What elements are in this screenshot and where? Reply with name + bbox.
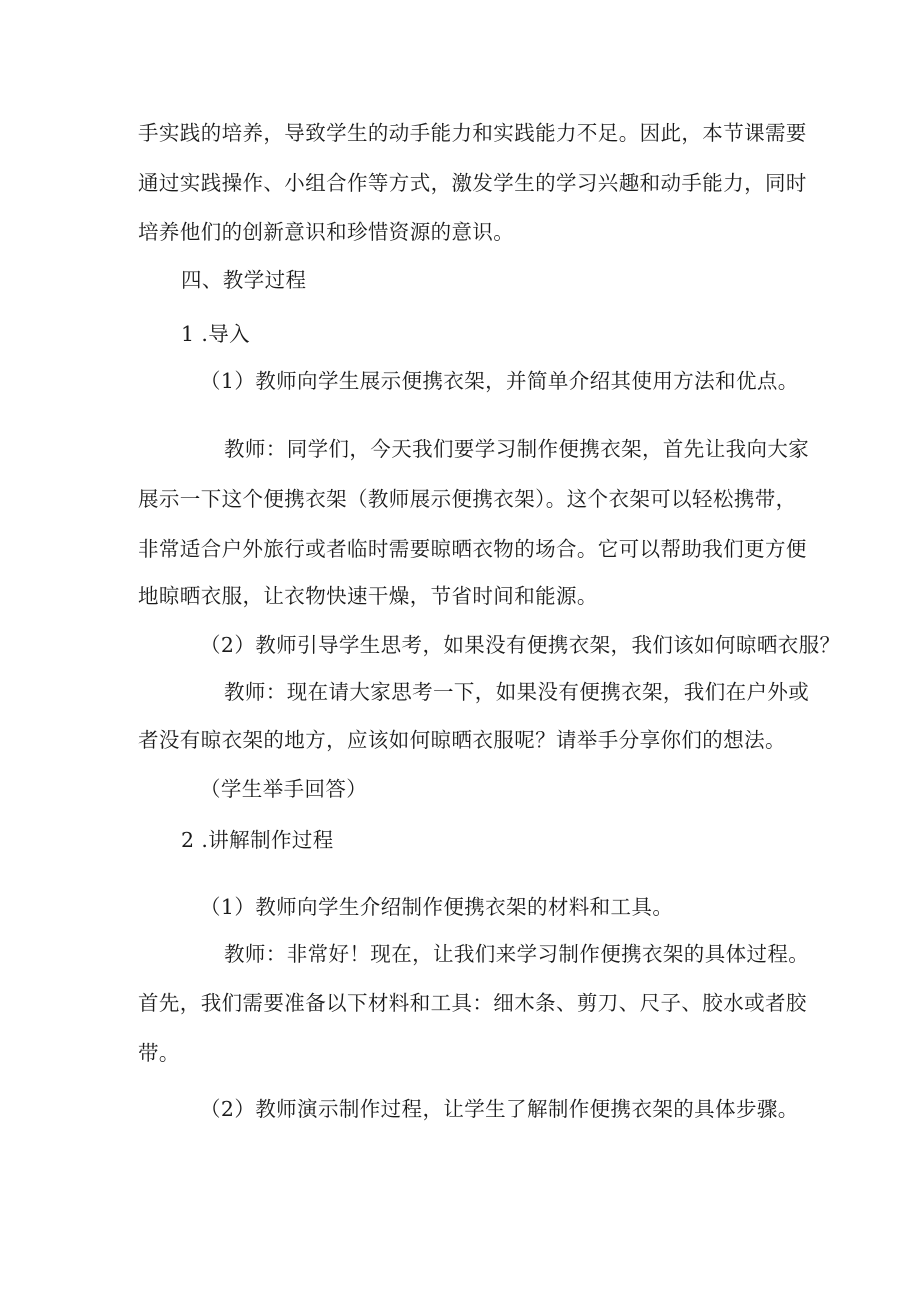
paragraph-line: 教师：现在请大家思考一下，如果没有便携衣架，我们在户外或 (224, 680, 810, 704)
paragraph-line: 培养他们的创新意识和珍惜资源的意识。 (138, 220, 515, 244)
paragraph-line: 者没有晾衣架的地方，应该如何晾晒衣服呢？请举手分享你们的想法。 (138, 728, 786, 752)
paragraph-line: 非常适合户外旅行或者临时需要晾晒衣物的场合。它可以帮助我们更方便 (138, 537, 807, 561)
step-item: （1）教师向学生展示便携衣架，并简单介绍其使用方法和优点。 (200, 369, 799, 393)
step-item: （2）教师引导学生思考，如果没有便携衣架，我们该如何晾晒衣服？ (200, 633, 841, 657)
section-heading: 四、教学过程 (181, 268, 307, 292)
paragraph-line: 展示一下这个便携衣架（教师展示便携衣架）。这个衣架可以轻松携带， (138, 487, 797, 511)
subsection-heading: 1 .导入 (181, 322, 251, 346)
paragraph-line: 教师：非常好！现在，让我们来学习制作便携衣架的具体过程。 (224, 942, 810, 966)
paragraph-line: 首先，我们需要准备以下材料和工具：细木条、剪刀、尺子、胶水或者胶 (138, 991, 807, 1015)
paragraph-line: （学生举手回答） (200, 777, 368, 801)
paragraph-line: 手实践的培养，导致学生的动手能力和实践能力不足。因此，本节课需要 (138, 121, 807, 145)
step-item: （1）教师向学生介绍制作便携衣架的材料和工具。 (200, 895, 674, 919)
paragraph-line: 通过实践操作、小组合作等方式，激发学生的学习兴趣和动手能力，同时 (138, 171, 807, 195)
step-item: （2）教师演示制作过程，让学生了解制作便携衣架的具体步骤。 (200, 1097, 799, 1121)
subsection-heading: 2 .讲解制作过程 (181, 828, 334, 852)
paragraph-line: 地晾晒衣服，让衣物快速干燥，节省时间和能源。 (138, 584, 598, 608)
paragraph-line: 带。 (138, 1041, 180, 1065)
paragraph-line: 教师：同学们，今天我们要学习制作便携衣架，首先让我向大家 (224, 437, 810, 461)
